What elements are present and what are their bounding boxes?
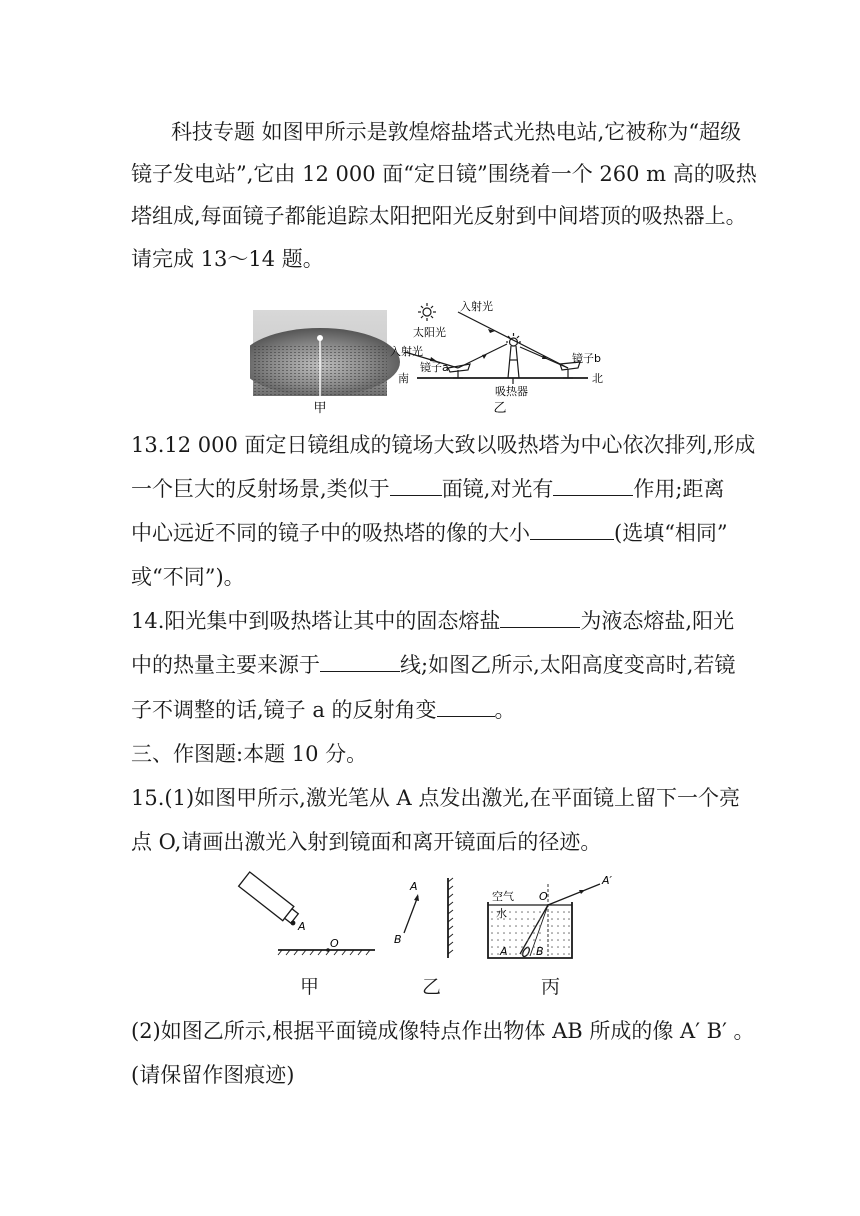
- q13-blank-2[interactable]: [553, 475, 633, 496]
- figure-2-svg: [230, 868, 630, 968]
- q13-blank-3[interactable]: [530, 519, 614, 540]
- fig2-caption-a: 甲: [300, 976, 320, 998]
- laser-pen-figure: [239, 872, 375, 955]
- fig2c-label-O: O: [539, 890, 548, 903]
- q15-line-1: 15.(1)如图甲所示,激光笔从 A 点发出激光,在平面镜上留下一个亮: [131, 786, 741, 810]
- q14-line-3: [131, 696, 516, 724]
- fig2c-label-air: 空气: [492, 890, 514, 903]
- q13-blank-1[interactable]: [390, 475, 442, 496]
- fig2c-label-water: 水: [496, 907, 507, 920]
- fig2-caption-b: 乙: [422, 976, 442, 998]
- south-label: 南: [398, 372, 409, 385]
- q13-line-4: 或“不同”)。: [131, 565, 245, 589]
- fig2c-label-B: B: [536, 945, 544, 958]
- sun-icon: [418, 303, 436, 321]
- fig2a-label-A: A: [298, 920, 306, 933]
- q13-line-1: 13.12 000 面定日镜组成的镜场大致以吸热塔为中心依次排列,形成: [131, 433, 756, 457]
- figure-1-svg: [250, 300, 620, 420]
- q14-text-d: 线;如图乙所示,太阳高度变高时,若镜: [400, 653, 736, 677]
- q14-line-1: [131, 607, 734, 635]
- q13-text-a: 一个巨大的反射场景,类似于: [131, 477, 390, 501]
- q15b-line-2: (请保留作图痕迹): [131, 1063, 295, 1087]
- q13-text-c: 作用;距离: [633, 477, 725, 501]
- fig2b-label-B: B: [394, 933, 402, 946]
- intro-line-4: 请完成 13～14 题。: [131, 247, 324, 271]
- q14-blank-2[interactable]: [320, 651, 400, 672]
- q15-line-2: 点 O,请画出激光入射到镜面和离开镜面后的径迹。: [131, 830, 602, 854]
- figure-2: [230, 868, 630, 968]
- q13-text-e: (选填“相同”: [614, 521, 728, 545]
- q14-text-c: 中的热量主要来源于: [131, 653, 320, 677]
- q15b-line-1: (2)如图乙所示,根据平面镜成像特点作出物体 AB 所成的像 A′ B′ 。: [131, 1019, 755, 1043]
- incident-top-label: 入射光: [460, 300, 493, 313]
- north-label: 北: [592, 372, 603, 385]
- q14-blank-3[interactable]: [437, 696, 495, 717]
- q14-text-b: 为液态熔盐,阳光: [580, 609, 735, 633]
- fig2b-label-A: A: [410, 880, 418, 893]
- intro-line-2: 镜子发电站”,它由 12 000 面“定日镜”围绕着一个 260 m 高的吸热: [131, 162, 757, 186]
- section-3-heading: 三、作图题:本题 10 分。: [131, 742, 368, 766]
- intro-line-3: 塔组成,每面镜子都能追踪太阳把阳光反射到中间塔顶的吸热器上。: [131, 204, 747, 228]
- figure-1: [250, 300, 620, 420]
- sun-label: 太阳光: [413, 326, 446, 339]
- q13-text-d: 中心远近不同的镜子中的吸热塔的像的大小: [131, 521, 530, 545]
- solar-plant-photo: [250, 310, 400, 396]
- photo-caption: 甲: [313, 401, 327, 416]
- q13-line-2: [131, 475, 724, 503]
- diagram-caption: 乙: [493, 401, 507, 416]
- q13-text-b: 面镜,对光有: [441, 477, 554, 501]
- q14-text-e: 子不调整的话,镜子 a 的反射角变: [131, 698, 437, 722]
- mirror-b-label: 镜子b: [572, 352, 601, 365]
- q14-text-f: 。: [494, 698, 516, 722]
- q14-line-2: [131, 651, 735, 679]
- fig2-caption-c: 丙: [541, 976, 561, 998]
- fig2a-label-O: O: [330, 937, 339, 950]
- incident-left-label: 入射光: [390, 345, 423, 358]
- q14-text-a: 14.阳光集中到吸热塔让其中的固态熔盐: [131, 609, 501, 633]
- absorber-label: 吸热器: [495, 385, 528, 398]
- q13-line-3: [131, 519, 728, 547]
- mirror-a-label: 镜子a: [420, 361, 449, 374]
- fig2c-label-Aprime: A′: [602, 874, 613, 887]
- q14-blank-1[interactable]: [500, 607, 580, 628]
- intro-line-1: 科技专题 如图甲所示是敦煌熔盐塔式光热电站,它被称为“超级: [171, 120, 742, 144]
- fig2c-label-A: A: [500, 945, 508, 958]
